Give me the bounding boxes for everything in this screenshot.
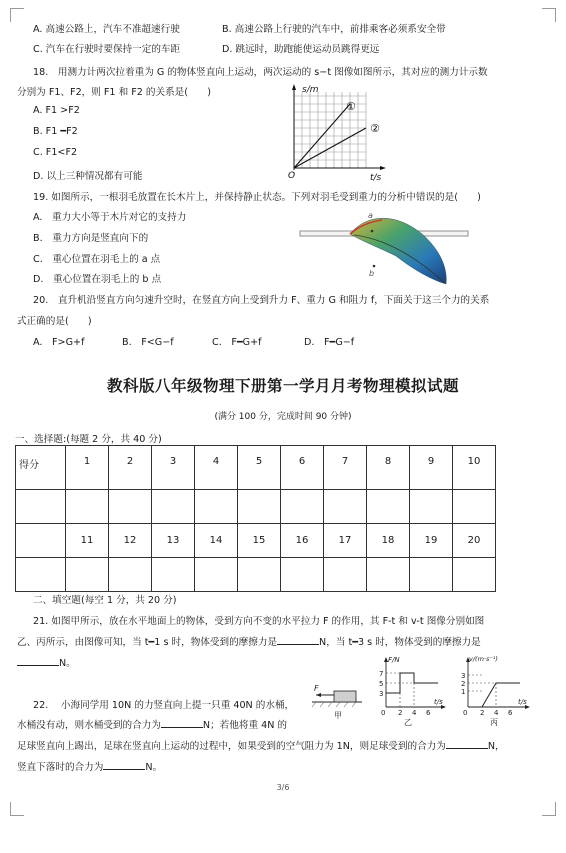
jia-force-label: F bbox=[314, 684, 319, 693]
q22-text: N；若他将重 4N 的 bbox=[202, 720, 288, 731]
q22-text: N。 bbox=[145, 762, 163, 773]
q19-option-b: B. 重力方向是竖直向下的 bbox=[33, 233, 149, 244]
q18-option-c: C. F1<F2 bbox=[33, 147, 78, 158]
yi-ytick: 7 bbox=[379, 670, 384, 678]
bing-ytick: 3 bbox=[461, 672, 466, 680]
answer-blank[interactable] bbox=[17, 657, 59, 666]
answer-cell[interactable] bbox=[324, 490, 367, 524]
answer-cell[interactable] bbox=[109, 558, 152, 592]
table-header-cell: 4 bbox=[195, 446, 238, 490]
answer-cell[interactable] bbox=[66, 558, 109, 592]
q21-stem-line1: 21. 如图甲所示，放在水平地面上的物体，受到方向不变的水平拉力 F 的作用，其 F-t 和 v-t 图像分别如图 bbox=[33, 616, 485, 627]
table-row bbox=[16, 524, 496, 558]
yi-x-label: t/s bbox=[434, 698, 443, 706]
table-cell bbox=[16, 558, 66, 592]
answer-cell[interactable] bbox=[324, 558, 367, 592]
q17-option-d: D. 跳远时，助跑能使运动员跳得更远 bbox=[222, 44, 380, 55]
yi-y-label: F/N bbox=[388, 656, 400, 664]
exam-subtitle: (满分 100 分，完成时间 90 分钟) bbox=[214, 412, 352, 422]
yi-ytick: 5 bbox=[379, 680, 384, 688]
table-header-cell: 8 bbox=[367, 446, 410, 490]
score-label: 得分 bbox=[16, 446, 66, 490]
answer-cell[interactable] bbox=[410, 490, 453, 524]
answer-blank[interactable] bbox=[161, 719, 203, 728]
yi-xtick: 4 bbox=[412, 709, 417, 717]
q17-option-b: B. 高速公路上行驶的汽车中，前排乘客必须系安全带 bbox=[222, 24, 446, 35]
feather-point-a: a bbox=[368, 211, 373, 220]
bing-ytick: 2 bbox=[461, 680, 466, 688]
feather-figure bbox=[298, 204, 470, 288]
figure-bing bbox=[454, 651, 538, 727]
answer-cell[interactable] bbox=[152, 490, 195, 524]
figure-yi bbox=[372, 653, 452, 727]
answer-cell[interactable] bbox=[238, 490, 281, 524]
yi-label: 乙 bbox=[404, 718, 412, 727]
answer-blank[interactable] bbox=[446, 740, 488, 749]
table-cell bbox=[16, 524, 66, 558]
table-header-cell: 17 bbox=[324, 524, 367, 558]
table-header-cell: 1 bbox=[66, 446, 109, 490]
st-graph bbox=[288, 82, 398, 184]
answer-cell[interactable] bbox=[66, 490, 109, 524]
yi-ytick: 3 bbox=[379, 690, 384, 698]
q19-option-a: A. 重力大小等于木片对它的支持力 bbox=[33, 212, 187, 223]
answer-cell[interactable] bbox=[367, 558, 410, 592]
table-header-cell: 20 bbox=[453, 524, 496, 558]
bing-x-label: t/s bbox=[518, 698, 527, 706]
crop-mark bbox=[10, 8, 11, 22]
crop-mark bbox=[555, 802, 556, 816]
table-header-cell: 6 bbox=[281, 446, 324, 490]
q19-stem: 19. 如图所示，一根羽毛放置在长木片上，并保持静止状态。下列对羽毛受到重力的分析中错误的是( ) bbox=[33, 192, 481, 203]
st-y-label: s/m bbox=[302, 85, 319, 95]
q20-option-c: C. F━G+f bbox=[212, 337, 262, 348]
answer-cell[interactable] bbox=[109, 490, 152, 524]
answer-cell[interactable] bbox=[410, 558, 453, 592]
jia-label: 甲 bbox=[334, 711, 342, 720]
q17-option-c: C. 汽车在行驶时要保持一定的车距 bbox=[33, 44, 181, 55]
answer-cell[interactable] bbox=[367, 490, 410, 524]
st-origin: O bbox=[288, 171, 296, 181]
answer-blank[interactable] bbox=[277, 636, 319, 645]
q20-option-a: A. F>G+f bbox=[33, 337, 85, 348]
block bbox=[334, 691, 356, 702]
q21-stem-line2 bbox=[17, 634, 481, 648]
table-header-cell: 14 bbox=[195, 524, 238, 558]
answer-cell[interactable] bbox=[281, 558, 324, 592]
section2-header: 二、填空题(每空 1 分，共 20 分) bbox=[33, 595, 177, 606]
bing-xtick: 0 bbox=[463, 709, 468, 717]
crop-mark bbox=[542, 815, 556, 816]
exam-title: 教科版八年级物理下册第一学月月考物理模拟试题 bbox=[106, 376, 459, 395]
answer-blank[interactable] bbox=[103, 761, 145, 770]
bing-xtick: 2 bbox=[480, 709, 485, 717]
vt-line bbox=[468, 683, 520, 707]
table-cell bbox=[16, 490, 66, 524]
q22-text: 足球竖直向上踢出，足球在竖直向上运动的过程中，如果受到的空气阻力为 1N，则足球受到的合力为 bbox=[17, 741, 446, 752]
table-header-cell: 16 bbox=[281, 524, 324, 558]
q19-option-d: D. 重心位置在羽毛上的 b 点 bbox=[33, 274, 162, 285]
table-header-cell: 2 bbox=[109, 446, 152, 490]
q20-stem-line1: 20. 直升机沿竖直方向匀速升空时，在竖直方向上受到升力 F、重力 G 和阻力 f，下面关于这三个力的关系 bbox=[33, 295, 490, 306]
bing-y-label: v/(m·s⁻¹) bbox=[469, 655, 498, 663]
q22-line4 bbox=[17, 759, 162, 773]
yi-xtick: 2 bbox=[398, 709, 403, 717]
table-header-cell: 7 bbox=[324, 446, 367, 490]
feather bbox=[350, 218, 446, 284]
crop-mark bbox=[555, 8, 556, 22]
q21-stem-line3 bbox=[17, 655, 76, 669]
answer-cell[interactable] bbox=[238, 558, 281, 592]
q17-option-a: A. 高速公路上，汽车不准超速行驶 bbox=[33, 24, 180, 35]
crop-mark bbox=[10, 802, 11, 816]
answer-cell[interactable] bbox=[152, 558, 195, 592]
answer-table bbox=[15, 445, 496, 592]
table-header-cell: 18 bbox=[367, 524, 410, 558]
q20-stem-line2: 式正确的是( ) bbox=[17, 316, 92, 327]
st-x-label: t/s bbox=[370, 173, 382, 183]
q21-text: 乙、丙所示，由图像可知，当 t━1 s 时，物体受到的摩擦力是 bbox=[17, 637, 278, 648]
answer-cell[interactable] bbox=[453, 558, 496, 592]
feather-point-b: b bbox=[369, 269, 375, 278]
answer-cell[interactable] bbox=[281, 490, 324, 524]
bing-ytick: 1 bbox=[461, 688, 466, 696]
bing-xtick: 6 bbox=[508, 709, 513, 717]
st-line1-tag: ① bbox=[346, 100, 356, 113]
section1-header: 一、选择题:(每题 2 分，共 40 分) bbox=[15, 434, 162, 445]
yi-xtick: 6 bbox=[426, 709, 431, 717]
figure-jia bbox=[310, 680, 366, 722]
q21-text: N，当 t━3 s 时，物体受到的摩擦力是 bbox=[319, 637, 481, 648]
q18-option-b: B. F1 ━F2 bbox=[33, 126, 78, 137]
table-header-cell: 5 bbox=[238, 446, 281, 490]
q20-option-d: D. F━G−f bbox=[304, 337, 355, 348]
answer-cell[interactable] bbox=[195, 558, 238, 592]
q18-option-d: D. 以上三种情况都有可能 bbox=[33, 171, 143, 182]
st-line-2 bbox=[294, 128, 366, 168]
table-header-cell: 15 bbox=[238, 524, 281, 558]
table-header-cell: 10 bbox=[453, 446, 496, 490]
q18-stem-line1: 18. 用测力计两次拉着重为 G 的物体竖直向上运动，两次运动的 s−t 图像如图所示，其对应的测力计示数 bbox=[33, 67, 488, 78]
st-line2-tag: ② bbox=[370, 122, 380, 135]
q22-text: 竖直下落时的合力为 bbox=[17, 762, 104, 773]
table-header-cell: 11 bbox=[66, 524, 109, 558]
q18-stem-line2: 分别为 F1、F2，则 F1 和 F2 的关系是( ) bbox=[17, 87, 211, 98]
q20-option-b: B. F<G−f bbox=[122, 337, 174, 348]
table-row bbox=[16, 558, 496, 592]
q22-text: N， bbox=[487, 741, 505, 752]
crop-mark bbox=[542, 8, 556, 9]
q22-text: 水桶没有动，则水桶受到的合力为 bbox=[17, 720, 161, 731]
table-header-cell: 13 bbox=[152, 524, 195, 558]
yi-xtick: 0 bbox=[381, 709, 386, 717]
table-header-cell: 9 bbox=[410, 446, 453, 490]
table-row bbox=[16, 490, 496, 524]
page-number: 3/6 bbox=[276, 783, 290, 792]
q22-line1: 22. 小海同学用 10N 的力竖直向上提一只重 40N 的水桶， bbox=[33, 700, 295, 711]
q19-option-c: C. 重心位置在羽毛上的 a 点 bbox=[33, 254, 161, 265]
crop-mark bbox=[10, 815, 24, 816]
table-row bbox=[16, 446, 496, 490]
table-header-cell: 3 bbox=[152, 446, 195, 490]
q21-text: N。 bbox=[59, 658, 76, 669]
table-header-cell: 19 bbox=[410, 524, 453, 558]
answer-cell[interactable] bbox=[453, 490, 496, 524]
q22-line3 bbox=[17, 738, 505, 752]
answer-cell[interactable] bbox=[195, 490, 238, 524]
q18-option-a: A. F1 >F2 bbox=[33, 105, 80, 116]
crop-mark bbox=[10, 8, 24, 9]
q22-line2 bbox=[17, 717, 287, 731]
bing-xtick: 4 bbox=[494, 709, 499, 717]
table-header-cell: 12 bbox=[109, 524, 152, 558]
bing-label: 丙 bbox=[490, 718, 498, 727]
